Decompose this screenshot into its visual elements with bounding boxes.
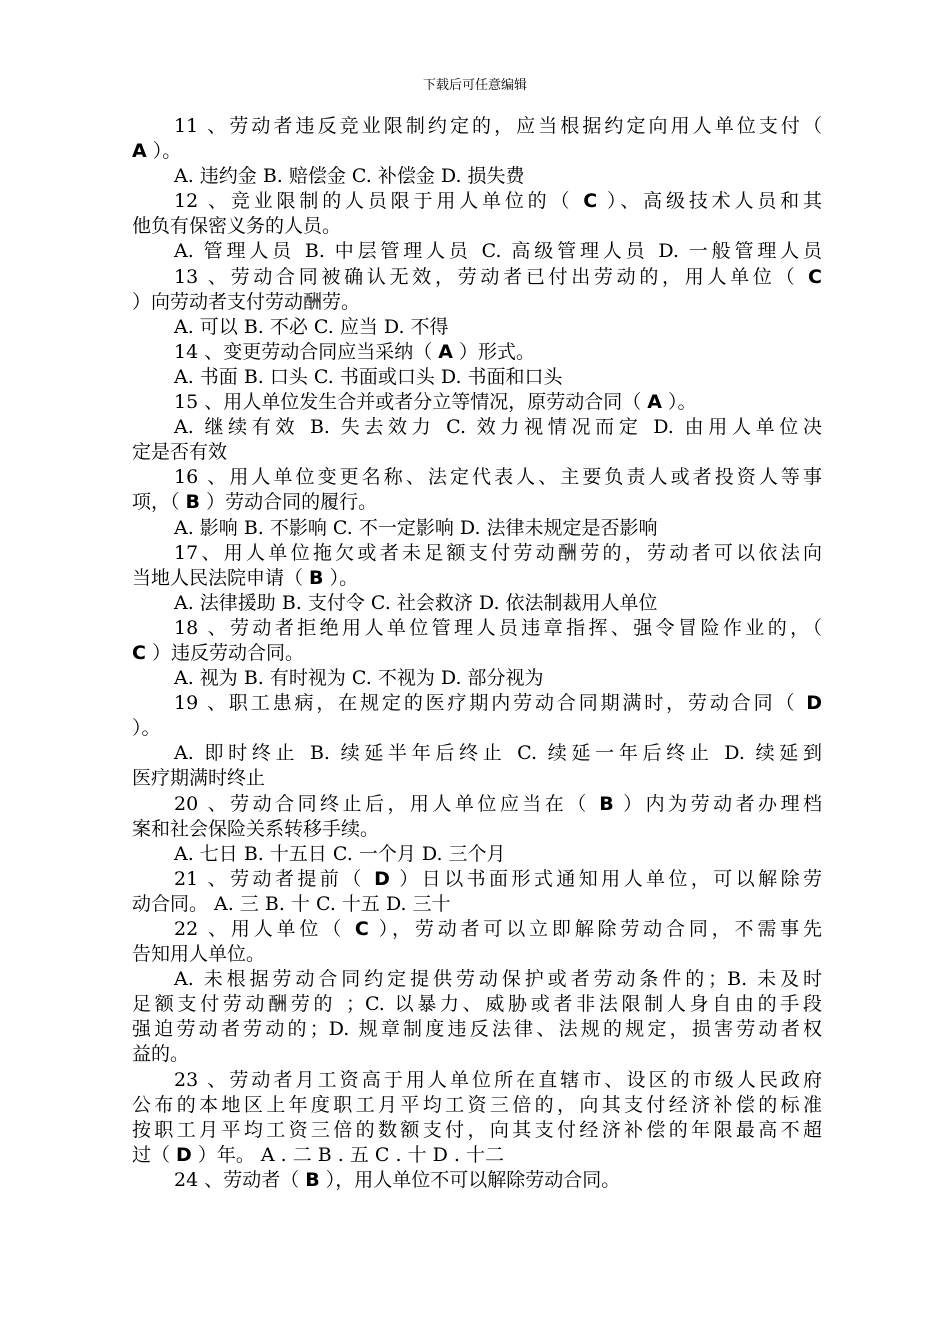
text-line bbox=[132, 114, 822, 139]
answer-letter: D bbox=[374, 867, 390, 890]
text-line bbox=[132, 1068, 822, 1093]
line-text: 18 、劳动者拒绝用人单位管理人员违章指挥、强令冒险作业的，（ bbox=[174, 616, 822, 639]
line-text: 13 、劳动合同被确认无效，劳动者已付出劳动的，用人单位（ bbox=[174, 265, 809, 288]
line-text-tail: ）年。 A . 二 B . 五 C . 十 D . 十二 bbox=[191, 1143, 504, 1166]
line-text: 20 、劳动合同终止后，用人单位应当在（ bbox=[174, 792, 600, 815]
line-text: A. 七日 B. 十五日 C. 一个月 D. 三个月 bbox=[174, 842, 506, 865]
text-line bbox=[132, 1168, 822, 1193]
line-text: A. 法律援助 B. 支付令 C. 社会救济 D. 依法制裁用人单位 bbox=[174, 591, 658, 614]
text-line bbox=[132, 741, 822, 766]
text-line bbox=[132, 566, 822, 591]
text-line bbox=[132, 465, 822, 490]
line-text: 他负有保密义务的人员。 bbox=[132, 215, 342, 238]
text-line bbox=[132, 892, 822, 917]
line-text-tail: ），劳动者可以立即解除劳动合同，不需事先 bbox=[368, 918, 822, 940]
line-text: ）。 bbox=[132, 717, 161, 740]
text-line bbox=[132, 365, 822, 390]
answer-letter: B bbox=[305, 1168, 320, 1191]
line-text: A. 影响 B. 不影响 C. 不一定影响 D. 法律未规定是否影响 bbox=[174, 516, 658, 539]
line-text-tail: ）劳动合同的履行。 bbox=[200, 491, 378, 514]
line-text: A. 可以 B. 不必 C. 应当 D. 不得 bbox=[174, 315, 449, 338]
answer-letter: B bbox=[309, 566, 324, 589]
line-text: A. 继续有效 B. 失去效力 C. 效力视情况而定 D. 由用人单位决 bbox=[174, 416, 822, 439]
document-body bbox=[132, 114, 822, 1193]
text-line bbox=[132, 992, 822, 1017]
text-line bbox=[132, 591, 822, 616]
answer-letter: D bbox=[176, 1143, 192, 1166]
line-text: 22 、用人单位（ bbox=[174, 918, 355, 940]
text-line bbox=[132, 290, 822, 315]
answer-letter: C bbox=[354, 918, 369, 940]
line-text: 足额支付劳动酬劳的 ；C. 以暴力、威胁或者非法限制人身自由的手段 bbox=[132, 993, 822, 1016]
text-line bbox=[132, 541, 822, 566]
line-text: A. 视为 B. 有时视为 C. 不视为 D. 部分视为 bbox=[174, 667, 544, 690]
line-text: 告知用人单位。 bbox=[132, 943, 266, 966]
line-text: 公布的本地区上年度职工月平均工资三倍的，向其支付经济补偿的标准 bbox=[132, 1093, 822, 1116]
line-text: 医疗期满时终止 bbox=[132, 767, 266, 790]
line-text-tail: ）、高级技术人员和其 bbox=[597, 190, 822, 213]
line-text: 17、用人单位拖欠或者未足额支付劳动酬劳的，劳动者可以依法向 bbox=[174, 541, 822, 564]
line-text-tail: ）形式。 bbox=[452, 340, 536, 363]
text-line bbox=[132, 967, 822, 992]
line-text: 强迫劳动者劳动的；D. 规章制度违反法律、法规的规定，损害劳动者权 bbox=[132, 1018, 822, 1041]
text-line bbox=[132, 340, 822, 365]
text-line bbox=[132, 1143, 822, 1168]
text-line bbox=[132, 691, 822, 716]
line-text-tail: ）。 bbox=[661, 391, 697, 414]
line-text-tail: ）日以书面形式通知用人单位，可以解除劳 bbox=[389, 867, 822, 890]
text-line bbox=[132, 842, 822, 867]
text-line bbox=[132, 1093, 822, 1118]
line-text: 21 、劳动者提前（ bbox=[174, 867, 375, 890]
answer-letter: A bbox=[438, 340, 453, 363]
text-line bbox=[132, 516, 822, 541]
line-text: A. 违约金 B. 赔偿金 C. 补偿金 D. 损失费 bbox=[174, 165, 525, 188]
line-text: 当地人民法院申请（ bbox=[132, 566, 310, 589]
text-line bbox=[132, 641, 822, 666]
line-text: 过（ bbox=[132, 1143, 177, 1166]
text-line bbox=[132, 415, 822, 440]
line-text-tail: ），用人单位不可以解除劳动合同。 bbox=[319, 1168, 621, 1191]
text-line bbox=[132, 390, 822, 415]
line-text: 益的。 bbox=[132, 1043, 190, 1066]
text-line bbox=[132, 716, 822, 741]
page-header: 下载后可任意编辑 bbox=[422, 78, 527, 93]
text-line bbox=[132, 214, 822, 239]
answer-letter: C bbox=[132, 641, 146, 664]
text-line bbox=[132, 766, 822, 791]
line-text: A. 书面 B. 口头 C. 书面或口头 D. 书面和口头 bbox=[174, 365, 563, 388]
line-text: 动合同。 A. 三 B. 十 C. 十五 D. 三十 bbox=[132, 892, 451, 915]
line-text-tail: ）内为劳动者办理档 bbox=[613, 792, 822, 815]
line-text: 11 、劳动者违反竞业限制约定的，应当根据约定向用人单位支付（ bbox=[174, 115, 822, 137]
line-text: A. 管理人员 B. 中层管理人员 C. 高级管理人员 D. 一般管理人员 bbox=[174, 240, 822, 263]
text-line bbox=[132, 490, 822, 515]
text-line bbox=[132, 164, 822, 189]
line-text: A. 未根据劳动合同约定提供劳动保护或者劳动条件的；B. 未及时 bbox=[174, 968, 822, 991]
text-line bbox=[132, 666, 822, 691]
line-text: 按职工月平均工资三倍的数额支付，向其支付经济补偿的年限最高不超 bbox=[132, 1118, 822, 1141]
line-text: 23 、劳动者月工资高于用人单位所在直辖市、设区的市级人民政府 bbox=[174, 1068, 822, 1091]
line-text: ）向劳动者支付劳动酬劳。 bbox=[132, 290, 361, 313]
answer-letter: B bbox=[185, 491, 201, 514]
text-line bbox=[132, 189, 822, 214]
line-text: 项，（ bbox=[132, 491, 186, 514]
text-line bbox=[132, 1042, 822, 1067]
text-line bbox=[132, 239, 822, 264]
line-text: A. 即时终止 B. 续延半年后终止 C. 续延一年后终止 D. 续延到 bbox=[174, 742, 822, 765]
text-line bbox=[132, 616, 822, 641]
line-text: 12 、竞业限制的人员限于用人单位的（ bbox=[174, 190, 584, 213]
text-line bbox=[132, 1017, 822, 1042]
line-text: 16 、用人单位变更名称、法定代表人、主要负责人或者投资人等事 bbox=[174, 466, 822, 489]
line-text: 15 、用人单位发生合并或者分立等情况，原劳动合同（ bbox=[174, 391, 648, 414]
line-text: 14 、变更劳动合同应当采纳（ bbox=[174, 340, 439, 363]
answer-letter: D bbox=[806, 692, 822, 715]
answer-letter: A bbox=[647, 391, 662, 414]
line-text: 19 、职工患病，在规定的医疗期内劳动合同期满时，劳动合同（ bbox=[174, 692, 807, 715]
text-line bbox=[132, 139, 822, 164]
text-line bbox=[132, 265, 822, 290]
line-text-tail: ）。 bbox=[146, 140, 182, 163]
answer-letter: B bbox=[599, 792, 614, 815]
text-line bbox=[132, 917, 822, 942]
text-line bbox=[132, 440, 822, 465]
line-text-tail: ）违反劳动合同。 bbox=[145, 641, 304, 664]
text-line bbox=[132, 1118, 822, 1143]
line-text-tail: ）。 bbox=[323, 566, 359, 589]
text-line bbox=[132, 792, 822, 817]
line-text: 案和社会保险关系转移手续。 bbox=[132, 817, 380, 840]
text-line bbox=[132, 315, 822, 340]
line-text: 定是否有效 bbox=[132, 441, 228, 464]
text-line bbox=[132, 817, 822, 842]
text-line bbox=[132, 942, 822, 967]
answer-letter: C bbox=[583, 190, 598, 213]
answer-letter: A bbox=[132, 140, 147, 163]
answer-letter: C bbox=[808, 265, 822, 288]
line-text: 24 、劳动者（ bbox=[174, 1168, 306, 1191]
text-line bbox=[132, 867, 822, 892]
